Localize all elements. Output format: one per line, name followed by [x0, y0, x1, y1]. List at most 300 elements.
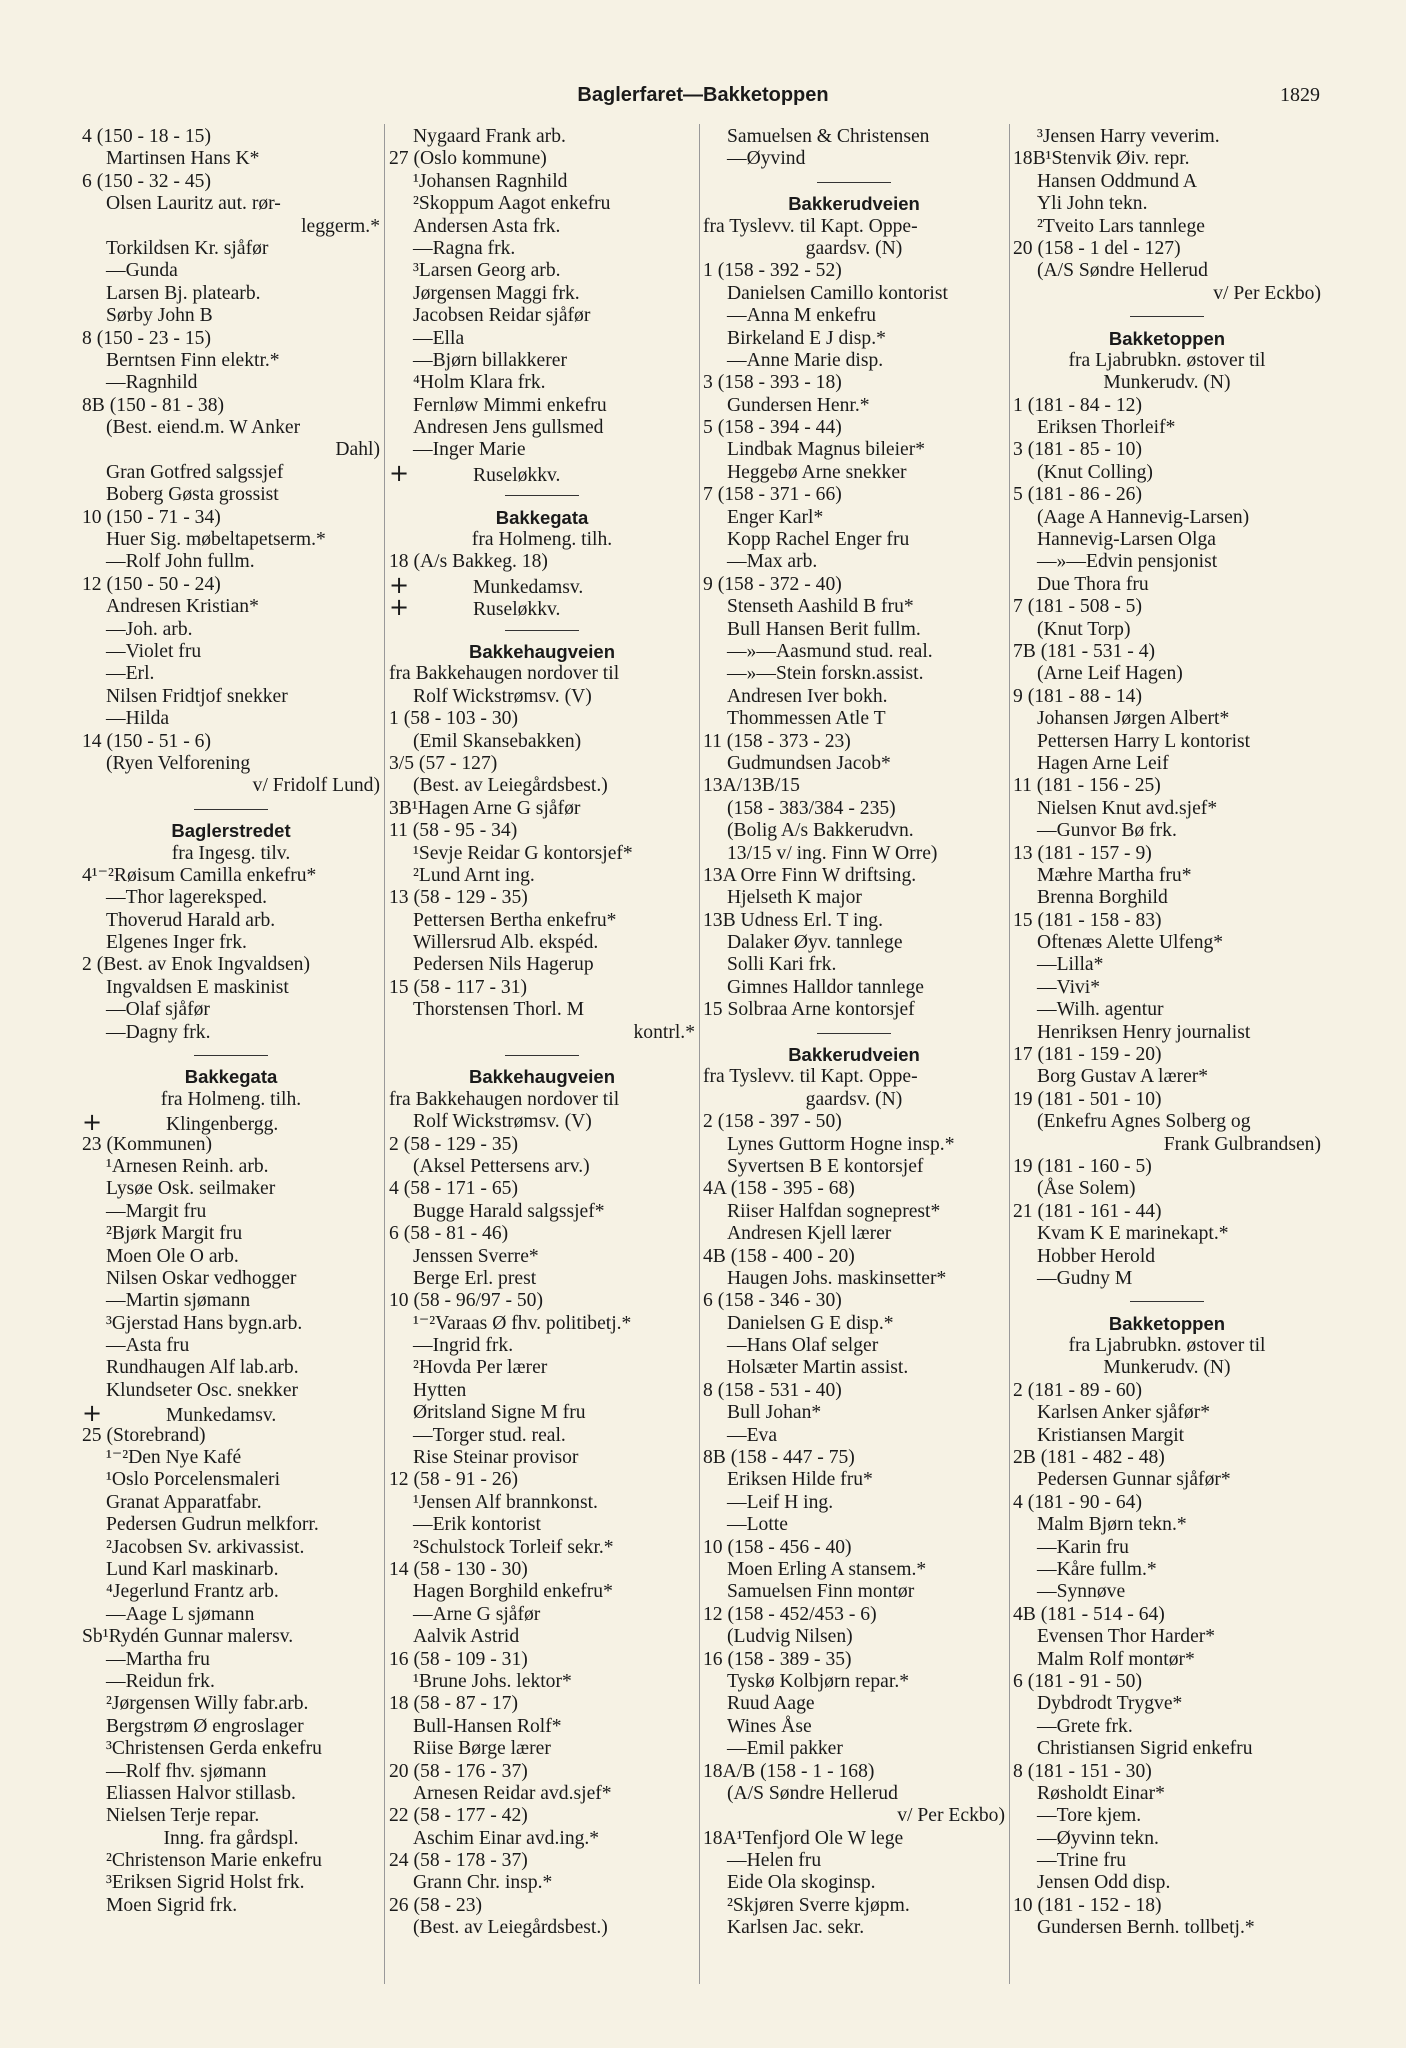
entry-line: 13 (181 - 157 - 9) — [1013, 842, 1152, 864]
entry-line: Grann Chr. insp.* — [413, 1872, 553, 1894]
entry-line: Yli John tekn. — [1037, 193, 1148, 215]
entry-line: —Erik kontorist — [413, 1514, 541, 1536]
cross-street — [389, 458, 695, 487]
entry-line: (Ludvig Nilsen) — [727, 1626, 853, 1648]
column-divider — [1009, 124, 1010, 1984]
entry-line: Eliassen Halvor stillasb. — [106, 1782, 296, 1804]
entry-line: —Tore kjem. — [1037, 1805, 1142, 1827]
entry-line: Pettersen Bertha enkefru* — [413, 909, 617, 931]
section-rule — [389, 619, 695, 641]
entry-line: ¹⁻²Varaas Ø fhv. politibetj.* — [413, 1312, 632, 1334]
entry-line: Granat Apparatfabr. — [106, 1491, 262, 1513]
entry-line: ²Hovda Per lærer — [413, 1357, 548, 1379]
entry-line: Borg Gustav A lærer* — [1037, 1066, 1209, 1088]
entry-line: —Ella — [413, 327, 465, 349]
entry-line: (Arne Leif Hagen) — [1037, 663, 1183, 685]
entry-line: Johansen Jørgen Albert* — [1037, 708, 1230, 730]
entry-line: 13B Udness Erl. T ing. — [703, 909, 883, 931]
entry-line: —Gudny M — [1037, 1267, 1133, 1289]
street-heading: Bakkerudveien — [788, 193, 920, 215]
entry-line: Bull Hansen Berit fullm. — [727, 618, 921, 640]
entry-line: ²Jørgensen Willy fabr.arb. — [106, 1693, 309, 1715]
entry-line: Aalvik Astrid — [413, 1626, 520, 1648]
cross-street-name: Ruseløkkv. — [473, 464, 561, 486]
entry-line: Arnesen Reidar avd.sjef* — [413, 1782, 612, 1804]
entry-line: Holsæter Martin assist. — [727, 1357, 909, 1379]
entry-line: Hansen Oddmund A — [1037, 170, 1198, 192]
entry-line: Rise Steinar provisor — [413, 1447, 579, 1469]
entry-line: Moen Erling A stansem.* — [727, 1559, 927, 1580]
entry-line: 3B¹Hagen Arne G sjåfør — [389, 797, 581, 819]
entry-line: —Wilh. agentur — [1037, 999, 1164, 1021]
entry-line: Eide Ola skoginsp. — [727, 1872, 876, 1894]
entry-line: —Erl. — [106, 663, 155, 685]
entry-line: 11 (181 - 156 - 25) — [1013, 775, 1161, 797]
street-heading: Bakketoppen — [1108, 327, 1226, 349]
entry-line: Nygaard Frank arb. — [413, 126, 566, 147]
cross-street — [389, 570, 695, 599]
entry-line: 7 (181 - 508 - 5) — [1013, 596, 1142, 618]
entry-line: Andresen Jens gullsmed — [413, 417, 604, 439]
entry-line: 18A¹Tenfjord Ole W lege — [703, 1827, 904, 1849]
entry-line: 20 (158 - 1 del - 127) — [1013, 237, 1181, 259]
entry-line: 6 (58 - 81 - 46) — [389, 1223, 509, 1245]
entry-line: 13A/13B/15 — [703, 775, 800, 797]
entry-line: Nielsen Terje repar. — [106, 1805, 260, 1827]
entry-line: Olsen Lauritz aut. rør- — [106, 193, 281, 215]
entry-line: —Reidun frk. — [106, 1670, 215, 1692]
entry-line: 5 (181 - 86 - 26) — [1013, 484, 1142, 506]
entry-line: Danielsen Camillo kontorist — [727, 282, 948, 304]
entry-line: ⁴Holm Klara frk. — [413, 372, 546, 394]
entry-line: 8 (181 - 151 - 30) — [1013, 1760, 1152, 1782]
entry-line: Torkildsen Kr. sjåfør — [106, 237, 269, 259]
entry-line: Fernløw Mimmi enkefru — [413, 394, 607, 416]
entry-line: —Torger stud. real. — [413, 1424, 566, 1446]
entry-line: ³Gjerstad Hans bygn.arb. — [106, 1312, 303, 1334]
entry-line: (Best. av Leiegårdsbest.) — [413, 1917, 608, 1939]
street-heading: Bakkegata — [495, 506, 589, 528]
entry-line: —»—Aasmund stud. real. — [727, 640, 933, 662]
entry-line: 27 (Oslo kommune) — [389, 148, 547, 170]
entry-line: fra Bakkehaugen nordover til — [389, 663, 620, 685]
entry-line: —Kåre fullm.* — [1037, 1559, 1157, 1580]
cross-street-name: Klingenbergg. — [166, 1114, 279, 1136]
entry-line: (A/S Søndre Hellerud — [727, 1782, 898, 1804]
entry-line: 2 (158 - 397 - 50) — [703, 1111, 842, 1133]
entry-line: Rolf Wickstrømsv. (V) — [413, 1111, 592, 1133]
entry-line: Hagen Borghild enkefru* — [413, 1581, 613, 1603]
entry-line: Thommessen Atle T — [727, 708, 886, 730]
entry-line: Lund Karl maskinarb. — [106, 1559, 279, 1580]
entry-line: 10 (158 - 456 - 40) — [703, 1536, 852, 1558]
entry-line: 10 (58 - 96/97 - 50) — [389, 1290, 544, 1312]
entry-line: Pedersen Gunnar sjåfør* — [1037, 1469, 1231, 1491]
cross-street-icon: + — [389, 458, 410, 487]
entry-line: —Trine fru — [1037, 1850, 1127, 1872]
entry-line: ²Christenson Marie enkefru — [106, 1850, 322, 1872]
entry-line: Jenssen Sverre* — [413, 1245, 539, 1267]
cross-street-name: Munkedamsv. — [166, 1405, 277, 1427]
entry-line: ²Lund Arnt ing. — [413, 864, 535, 886]
street-description: gaardsv. (N) — [805, 1088, 903, 1110]
entry-line: fra Tyslevv. til Kapt. Oppe- — [703, 1066, 918, 1088]
section-rule — [1013, 305, 1321, 327]
entry-line: Nielsen Knut avd.sjef* — [1037, 797, 1218, 819]
entry-line: —Bjørn billakkerer — [413, 349, 567, 371]
entry-line: 24 (58 - 178 - 37) — [389, 1850, 528, 1872]
entry-line: 2 (Best. av Enok Ingvaldsen) — [82, 954, 310, 976]
entry-line: Malm Rolf montør* — [1037, 1648, 1195, 1670]
entry-line: —Dagny frk. — [106, 1021, 211, 1043]
entry-line: Andresen Kjell lærer — [727, 1223, 892, 1245]
entry-line: —Rolf fhv. sjømann — [106, 1760, 267, 1782]
entry-line: Samuelsen & Christensen — [727, 126, 930, 147]
entry-line: 8 (150 - 23 - 15) — [82, 327, 211, 349]
street-heading: Bakkehaugveien — [468, 640, 615, 662]
entry-line: ¹⁻²Den Nye Kafé — [106, 1447, 242, 1469]
entry-line: Elgenes Inger frk. — [106, 932, 247, 954]
entry-line: 21 (181 - 161 - 44) — [1013, 1200, 1162, 1222]
entry-line: Boberg Gøsta grossist — [106, 484, 279, 506]
entry-line: Gudmundsen Jacob* — [727, 752, 891, 774]
entry-line: —Lotte — [727, 1514, 788, 1536]
entry-line: (A/S Søndre Hellerud — [1037, 260, 1208, 282]
entry-line: (Knut Torp) — [1037, 618, 1131, 640]
entry-line: ¹Arnesen Reinh. arb. — [106, 1155, 269, 1177]
entry-line: —Øyvind — [727, 148, 806, 170]
entry-line: Lynes Guttorm Hogne insp.* — [727, 1133, 955, 1155]
street-description: Inng. fra gårdspl. — [163, 1827, 299, 1849]
entry-line: 15 Solbraa Arne kontorsjef — [703, 999, 915, 1021]
entry-line: 3 (158 - 393 - 18) — [703, 372, 842, 394]
entry-line: Hytten — [413, 1379, 467, 1401]
entry-line: Hobber Herold — [1037, 1245, 1156, 1267]
entry-line: ¹Johansen Ragnhild — [413, 170, 568, 192]
entry-line: —Anna M enkefru — [727, 305, 877, 327]
entry-line: 13A Orre Finn W driftsing. — [703, 864, 917, 886]
entry-line: ¹Oslo Porcelensmaleri — [106, 1469, 281, 1491]
entry-line: 3 (181 - 85 - 10) — [1013, 439, 1142, 461]
cross-street-name: Munkedamsv. — [473, 576, 584, 598]
entry-line: (Aage A Hannevig-Larsen) — [1037, 506, 1250, 528]
entry-line: Ruud Aage — [727, 1693, 815, 1715]
entry-line: 8B (150 - 81 - 38) — [82, 394, 225, 416]
entry-line: Gran Gotfred salgssjef — [106, 461, 284, 483]
entry-line: Jensen Odd disp. — [1037, 1872, 1171, 1894]
cross-street-icon: + — [82, 1108, 103, 1137]
entry-line: fra Tyslevv. til Kapt. Oppe- — [703, 215, 918, 237]
entry-line: 4 (150 - 18 - 15) — [82, 126, 211, 147]
entry-line: —Vivi* — [1037, 976, 1101, 998]
entry-line: 19 (181 - 501 - 10) — [1013, 1088, 1162, 1110]
street-heading: Bakkegata — [184, 1066, 278, 1088]
section-rule — [82, 798, 380, 820]
cross-street-icon: + — [82, 1399, 103, 1428]
entry-line: Brenna Borghild — [1037, 887, 1168, 909]
entry-line: Riiser Halfdan sogneprest* — [727, 1200, 941, 1222]
entry-line: 3/5 (57 - 127) — [389, 752, 498, 774]
entry-line: 2 (181 - 89 - 60) — [1013, 1379, 1142, 1401]
cross-street-name: Ruseløkkv. — [473, 599, 561, 621]
entry-line: ¹Brune Johs. lektor* — [413, 1670, 572, 1692]
entry-line: Andersen Asta frk. — [413, 215, 561, 237]
entry-line: Berntsen Finn elektr.* — [106, 349, 280, 371]
cross-street — [82, 1108, 380, 1137]
cross-street-icon: + — [389, 570, 410, 599]
section-rule — [703, 1022, 1005, 1044]
entry-line: —Anne Marie disp. — [727, 349, 884, 371]
entry-line: Wines Åse — [727, 1715, 812, 1737]
entry-line: fra Bakkehaugen nordover til — [389, 1088, 620, 1110]
entry-line: Aschim Einar avd.ing.* — [413, 1827, 600, 1849]
entry-line: —Ingrid frk. — [413, 1335, 514, 1357]
entry-line: 13 (58 - 129 - 35) — [389, 887, 528, 909]
entry-line: 20 (58 - 176 - 37) — [389, 1760, 528, 1782]
entry-line: Hagen Arne Leif — [1037, 752, 1169, 774]
entry-line: —Gunda — [106, 260, 178, 282]
entry-line: Christiansen Sigrid enkefru — [1037, 1738, 1253, 1760]
entry-line: Gundersen Bernh. tollbetj.* — [1037, 1917, 1255, 1939]
entry-line: Nilsen Fridtjof snekker — [106, 685, 288, 707]
entry-line: (Aksel Pettersens arv.) — [413, 1155, 590, 1177]
entry-line: 16 (158 - 389 - 35) — [703, 1648, 852, 1670]
entry-line: 18 (A/s Bakkeg. 18) — [389, 551, 548, 573]
entry-line: —Joh. arb. — [106, 618, 193, 640]
page-title: Baglerfaret—Bakketoppen — [577, 84, 829, 106]
section-rule — [703, 171, 1005, 193]
entry-line: 4B (181 - 514 - 64) — [1013, 1603, 1165, 1625]
entry-line: (Åse Solem) — [1037, 1178, 1136, 1200]
entry-line: —Aage L sjømann — [106, 1603, 255, 1625]
entry-line: 4A (158 - 395 - 68) — [703, 1178, 855, 1200]
entry-line: 2 (58 - 129 - 35) — [389, 1133, 518, 1155]
column-4 — [1013, 126, 1321, 1940]
entry-continuation: leggerm.* — [301, 215, 380, 237]
entry-continuation: v/ Fridolf Lund) — [252, 775, 380, 797]
entry-line: 23 (Kommunen) — [82, 1133, 213, 1155]
entry-line: 9 (158 - 372 - 40) — [703, 573, 842, 595]
entry-line: —Inger Marie — [413, 439, 526, 461]
entry-line: 11 (158 - 373 - 23) — [703, 730, 851, 752]
entry-line: 7 (158 - 371 - 66) — [703, 484, 842, 506]
column-divider — [384, 124, 385, 1984]
entry-line: (158 - 383/384 - 235) — [727, 797, 896, 819]
entry-line: —Emil pakker — [727, 1738, 843, 1760]
entry-line: —Øyvinn tekn. — [1037, 1827, 1159, 1849]
entry-line: 2B (181 - 482 - 48) — [1013, 1447, 1165, 1469]
entry-line: 6 (150 - 32 - 45) — [82, 170, 211, 192]
street-description: Munkerudv. (N) — [1103, 1357, 1231, 1379]
section-rule — [389, 484, 695, 506]
entry-line: Haugen Johs. maskinsetter* — [727, 1267, 947, 1289]
entry-line: Kristiansen Margit — [1037, 1424, 1185, 1446]
entry-line: Oftenæs Alette Ulfeng* — [1037, 932, 1224, 954]
entry-line: ³Eriksen Sigrid Holst frk. — [106, 1872, 305, 1894]
column-3 — [703, 126, 1005, 1940]
entry-line: (Enkefru Agnes Solberg og — [1037, 1111, 1251, 1133]
entry-line: ¹Jensen Alf brannkonst. — [413, 1491, 598, 1513]
entry-line: Rundhaugen Alf lab.arb. — [106, 1357, 299, 1379]
entry-line: —Max arb. — [727, 551, 818, 573]
entry-continuation: Frank Gulbrandsen) — [1163, 1133, 1321, 1155]
entry-line: 17 (181 - 159 - 20) — [1013, 1044, 1162, 1066]
entry-line: ⁴Jegerlund Frantz arb. — [106, 1581, 279, 1603]
entry-line: (Knut Colling) — [1037, 461, 1153, 483]
entry-line: —»—Stein forskn.assist. — [727, 663, 924, 685]
entry-line: Samuelsen Finn montør — [727, 1581, 915, 1603]
entry-line: 15 (181 - 158 - 83) — [1013, 909, 1162, 931]
street-heading: Bakketoppen — [1108, 1312, 1226, 1334]
entry-line: —Rolf John fullm. — [106, 551, 255, 573]
entry-line: Solli Kari frk. — [727, 954, 837, 976]
entry-line: Birkeland E J disp.* — [727, 327, 886, 349]
entry-line: Stenseth Aashild B fru* — [727, 596, 914, 618]
entry-line: Andresen Kristian* — [106, 596, 259, 618]
page-header — [0, 82, 1406, 112]
entry-line: 25 (Storebrand) — [82, 1424, 206, 1446]
street-heading: Baglerstredet — [171, 820, 291, 842]
entry-line: Enger Karl* — [727, 506, 824, 528]
entry-line: —Hilda — [106, 708, 170, 730]
entry-line: Sørby John B — [106, 305, 213, 327]
entry-line: Moen Sigrid frk. — [106, 1894, 238, 1916]
entry-line: —Karin fru — [1037, 1536, 1129, 1558]
column-divider — [699, 124, 700, 1984]
column-2 — [389, 126, 695, 1940]
section-rule — [82, 1044, 380, 1066]
entry-line: 4 (58 - 171 - 65) — [389, 1178, 518, 1200]
column-1 — [82, 126, 380, 1917]
entry-line: Nilsen Oskar vedhogger — [106, 1267, 297, 1289]
entry-line: ²Schulstock Torleif sekr.* — [413, 1536, 614, 1558]
entry-continuation: v/ Per Eckbo) — [897, 1805, 1005, 1827]
entry-line: Martinsen Hans K* — [106, 148, 260, 170]
entry-line: 10 (181 - 152 - 18) — [1013, 1894, 1162, 1916]
entry-line: 10 (150 - 71 - 34) — [82, 506, 221, 528]
entry-line: ³Larsen Georg arb. — [413, 260, 561, 282]
entry-line: Danielsen G E disp.* — [727, 1312, 894, 1334]
entry-line: Andresen Iver bokh. — [727, 685, 888, 707]
street-description: fra Ljabrubkn. østover til — [1068, 349, 1266, 371]
entry-line: —Martin sjømann — [106, 1290, 251, 1312]
entry-line: Pedersen Nils Hagerup — [413, 954, 594, 976]
entry-line: ³Christensen Gerda enkefru — [106, 1738, 322, 1760]
entry-line: 6 (158 - 346 - 30) — [703, 1290, 842, 1312]
entry-line: ³Jensen Harry veverim. — [1037, 126, 1220, 147]
cross-street — [82, 1399, 380, 1428]
entry-continuation: kontrl.* — [633, 1021, 695, 1043]
entry-line: Kopp Rachel Enger fru — [727, 529, 910, 551]
entry-line: Jørgensen Maggi frk. — [413, 282, 580, 304]
entry-line: Pettersen Harry L kontorist — [1037, 730, 1251, 752]
entry-line: Rolf Wickstrømsv. (V) — [413, 685, 592, 707]
entry-line: 18A/B (158 - 1 - 168) — [703, 1760, 875, 1782]
entry-line: Mæhre Martha fru* — [1037, 864, 1192, 886]
entry-line: Syvertsen B E kontorsjef — [727, 1155, 924, 1177]
entry-line: Moen Ole O arb. — [106, 1245, 239, 1267]
entry-line: Hjelseth K major — [727, 887, 862, 909]
entry-line: 19 (181 - 160 - 5) — [1013, 1155, 1152, 1177]
entry-line: Willersrud Alb. ekspéd. — [413, 932, 599, 954]
entry-line: ¹Sevje Reidar G kontorsjef* — [413, 842, 633, 864]
entry-line: Lysøe Osk. seilmaker — [106, 1178, 276, 1200]
entry-line: —»—Edvin pensjonist — [1037, 551, 1218, 573]
entry-line: Heggebø Arne snekker — [727, 461, 907, 483]
entry-line: Thorstensen Thorl. M — [413, 999, 585, 1021]
entry-line: —Eva — [727, 1424, 778, 1446]
street-description: fra Ingesg. tilv. — [171, 842, 291, 864]
entry-line: Evensen Thor Harder* — [1037, 1626, 1216, 1648]
entry-line: (Best. eiend.m. W Anker — [106, 417, 301, 439]
entry-line: 14 (150 - 51 - 6) — [82, 730, 211, 752]
entry-line: 6 (181 - 91 - 50) — [1013, 1670, 1142, 1692]
entry-line: ²Bjørk Margit fru — [106, 1223, 243, 1245]
entry-line: —Lilla* — [1037, 954, 1104, 976]
entry-line: 4 (181 - 90 - 64) — [1013, 1491, 1142, 1513]
entry-line: Dalaker Øyv. tannlege — [727, 932, 903, 954]
section-rule — [1013, 1290, 1321, 1312]
page-number: 1829 — [1280, 84, 1320, 106]
street-description: Munkerudv. (N) — [1103, 372, 1231, 394]
entry-line: 9 (181 - 88 - 14) — [1013, 685, 1142, 707]
entry-line: Hannevig-Larsen Olga — [1037, 529, 1216, 551]
entry-line: —Arne G sjåfør — [413, 1603, 541, 1625]
cross-street-icon: + — [389, 593, 410, 622]
entry-line: —Asta fru — [106, 1335, 190, 1357]
entry-line: 18 (58 - 87 - 17) — [389, 1693, 518, 1715]
entry-line: Malm Bjørn tekn.* — [1037, 1514, 1187, 1536]
entry-line: Røsholdt Einar* — [1037, 1782, 1165, 1804]
entry-line: 12 (158 - 452/453 - 6) — [703, 1603, 877, 1625]
section-rule — [389, 1044, 695, 1066]
entry-line: Due Thora fru — [1037, 573, 1149, 595]
entry-line: 18B¹Stenvik Øiv. repr. — [1013, 148, 1190, 170]
entry-line: Eriksen Thorleif* — [1037, 417, 1176, 439]
entry-line: 1 (58 - 103 - 30) — [389, 708, 518, 730]
entry-line: Larsen Bj. platearb. — [106, 282, 261, 304]
entry-line: 12 (150 - 50 - 24) — [82, 573, 221, 595]
entry-line: 16 (58 - 109 - 31) — [389, 1648, 528, 1670]
entry-line: 22 (58 - 177 - 42) — [389, 1805, 528, 1827]
entry-line: Huer Sig. møbeltapetserm.* — [106, 529, 326, 551]
cross-street — [389, 593, 695, 622]
entry-line: —Olaf sjåfør — [106, 999, 210, 1021]
entry-line: —Leif H ing. — [727, 1491, 834, 1513]
entry-line: —Hans Olaf selger — [727, 1335, 879, 1357]
entry-line: 8B (158 - 447 - 75) — [703, 1447, 855, 1469]
entry-line: 4¹⁻²Røisum Camilla enkefru* — [82, 864, 317, 886]
entry-line: —Margit fru — [106, 1200, 207, 1222]
entry-line: Ingvaldsen E maskinist — [106, 976, 289, 998]
entry-line: 13/15 v/ ing. Finn W Orre) — [727, 842, 938, 864]
entry-line: 1 (158 - 392 - 52) — [703, 260, 842, 282]
entry-line: —Ragna frk. — [413, 237, 516, 259]
entry-line: ²Skjøren Sverre kjøpm. — [727, 1894, 910, 1916]
entry-continuation: v/ Per Eckbo) — [1213, 282, 1321, 304]
entry-line: 7B (181 - 531 - 4) — [1013, 640, 1156, 662]
entry-line: Gundersen Henr.* — [727, 394, 870, 416]
entry-line: Bull Johan* — [727, 1402, 822, 1424]
entry-line: 1 (181 - 84 - 12) — [1013, 394, 1142, 416]
entry-line: Eriksen Hilde fru* — [727, 1469, 873, 1491]
entry-line: Henriksen Henry journalist — [1037, 1021, 1251, 1043]
entry-line: ²Tveito Lars tannlege — [1037, 215, 1206, 237]
entry-line: 12 (58 - 91 - 26) — [389, 1469, 518, 1491]
entry-line: Jacobsen Reidar sjåfør — [413, 305, 591, 327]
entry-line: Riise Børge lærer — [413, 1738, 551, 1760]
street-description: fra Holmeng. tilh. — [471, 529, 613, 551]
